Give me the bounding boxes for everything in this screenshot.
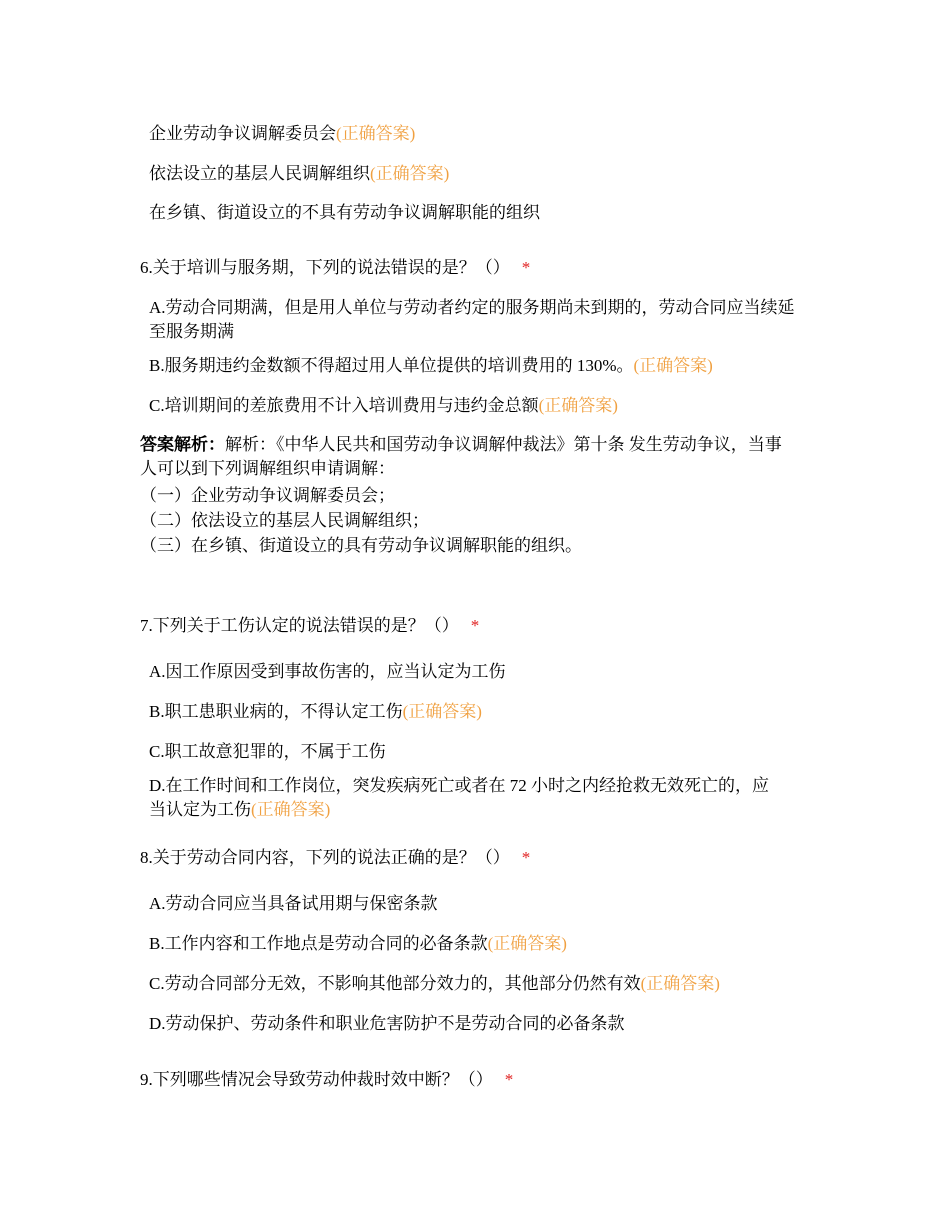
explanation-item-3: （三）在乡镇、街道设立的具有劳动争议调解职能的组织。 — [140, 536, 582, 555]
explanation-item-1: （一）企业劳动争议调解委员会； — [140, 486, 395, 505]
q7-option-a[interactable] — [149, 660, 506, 684]
option-text: C.劳动合同部分无效，不影响其他部分效力的，其他部分仍然有效 — [149, 974, 641, 993]
q8-title — [140, 846, 530, 870]
q8-option-a[interactable] — [149, 892, 438, 916]
q7-option-c[interactable] — [149, 740, 386, 764]
q6-option-b[interactable] — [149, 354, 713, 378]
q5-option-3[interactable] — [149, 201, 540, 225]
option-text: C.培训期间的差旅费用不计入培训费用与违约金总额 — [149, 396, 539, 415]
required-mark: * — [521, 848, 531, 867]
correct-answer-mark: (正确答案) — [402, 702, 482, 721]
q7-option-d[interactable] — [149, 774, 779, 822]
explanation-label: 答案解析： — [140, 435, 225, 454]
q7-option-b[interactable] — [149, 700, 482, 724]
option-text: 在乡镇、街道设立的不具有劳动争议调解职能的组织 — [149, 203, 540, 222]
correct-answer-mark: (正确答案) — [251, 800, 331, 819]
question-text: 6.关于培训与服务期，下列的说法错误的是？（） — [140, 258, 510, 277]
question-text: 8.关于劳动合同内容，下列的说法正确的是？（） — [140, 848, 510, 867]
q6-option-c[interactable] — [149, 394, 618, 418]
option-text: D.劳动保护、劳动条件和职业危害防护不是劳动合同的必备条款 — [149, 1014, 625, 1033]
q8-option-b[interactable] — [149, 932, 567, 956]
correct-answer-mark: (正确答案) — [538, 396, 618, 415]
q8-option-d[interactable] — [149, 1012, 625, 1036]
q5-option-2[interactable] — [149, 162, 449, 186]
option-text: A.劳动合同应当具备试用期与保密条款 — [149, 894, 438, 913]
option-text: B.职工患职业病的，不得认定工伤 — [149, 702, 403, 721]
correct-answer-mark: (正确答案) — [370, 164, 450, 183]
option-text: D.在工作时间和工作岗位，突发疾病死亡或者在 72 小时之内经抢救无效死亡的，应当认定为工伤 — [149, 776, 770, 819]
correct-answer-mark: (正确答案) — [336, 124, 416, 143]
q7-title — [140, 614, 479, 638]
correct-answer-mark: (正确答案) — [633, 356, 713, 375]
option-text: A.劳动合同期满，但是用人单位与劳动者约定的服务期尚未到期的，劳动合同应当续延至服务期满 — [149, 298, 795, 341]
option-text: B.工作内容和工作地点是劳动合同的必备条款 — [149, 934, 488, 953]
required-mark: * — [504, 1070, 514, 1089]
q8-option-c[interactable] — [149, 972, 720, 996]
q9-title — [140, 1068, 513, 1092]
explanation-intro: 解析：《中华人民共和国劳动争议调解仲裁法》第十条 发生劳动争议，当事人可以到下列调解组织申请调解： — [140, 435, 782, 478]
explanation-item-2: （二）依法设立的基层人民调解组织； — [140, 511, 429, 530]
required-mark: * — [521, 258, 531, 277]
required-mark: * — [470, 616, 480, 635]
q6-option-a[interactable] — [149, 296, 809, 344]
option-text: C.职工故意犯罪的，不属于工伤 — [149, 742, 386, 761]
option-text: 依法设立的基层人民调解组织 — [149, 164, 370, 183]
option-text: B.服务期违约金数额不得超过用人单位提供的培训费用的 130%。 — [149, 356, 634, 375]
question-text: 7.下列关于工伤认定的说法错误的是？（） — [140, 616, 459, 635]
correct-answer-mark: (正确答案) — [640, 974, 720, 993]
option-text: A.因工作原因受到事故伤害的，应当认定为工伤 — [149, 662, 506, 681]
question-text: 9.下列哪些情况会导致劳动仲裁时效中断？（） — [140, 1070, 493, 1089]
answer-explanation — [140, 433, 790, 481]
q6-title — [140, 256, 530, 280]
option-text: 企业劳动争议调解委员会 — [149, 124, 336, 143]
correct-answer-mark: (正确答案) — [487, 934, 567, 953]
q5-option-1[interactable] — [149, 122, 415, 146]
